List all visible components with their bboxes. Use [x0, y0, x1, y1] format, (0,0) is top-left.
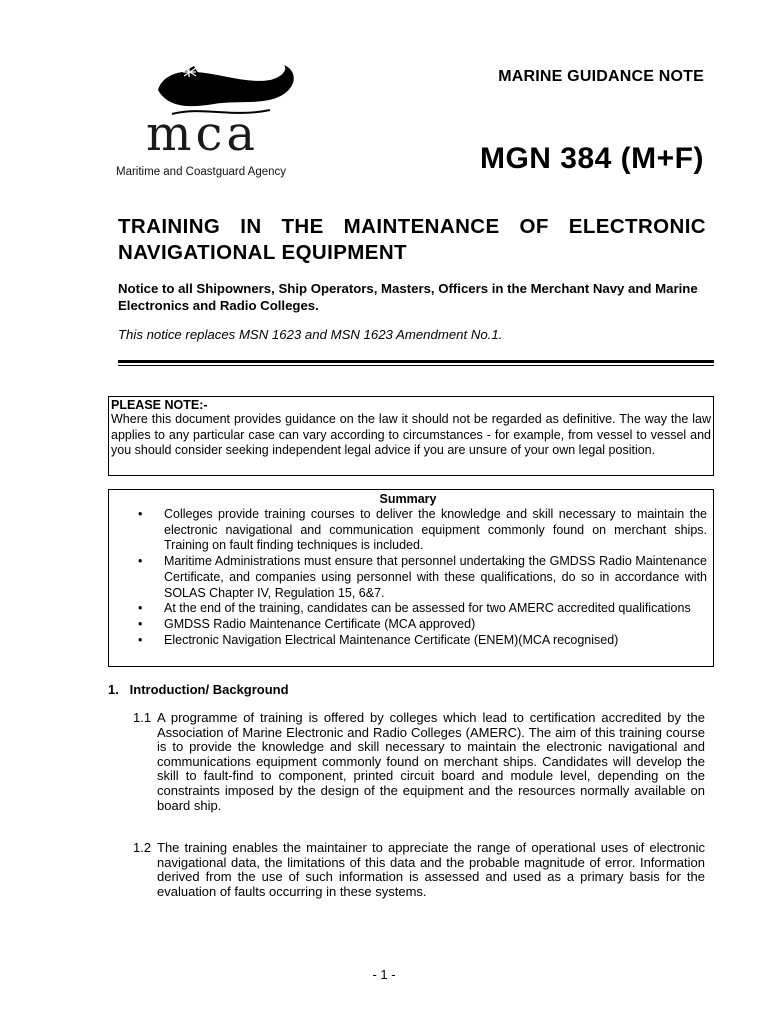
- summary-list: [109, 507, 707, 648]
- logo-wordmark: mca: [146, 106, 260, 162]
- summary-box: [108, 489, 714, 667]
- summary-item: • GMDSS Radio Maintenance Certificate (MCA approved): [164, 617, 707, 633]
- paragraph-number: 1.1: [133, 710, 152, 725]
- note-type-heading: MARINE GUIDANCE NOTE: [498, 68, 704, 85]
- replaces-note: This notice replaces MSN 1623 and MSN 1623 Amendment No.1.: [118, 327, 503, 342]
- paragraph-text: The training enables the maintainer to appreciate the range of operational uses of electronic navigational data, the limitations of this data and the probable magnitude of error. Information derived from the use of such information is assessed and used as a primary basis for the evaluation of faults occurring in these systems.: [157, 840, 705, 899]
- thick-divider: [118, 360, 714, 363]
- document-title: TRAINING IN THE MAINTENANCE OF ELECTRONIC NAVIGATIONAL EQUIPMENT: [118, 215, 706, 264]
- summary-heading: Summary: [379, 492, 437, 506]
- section-heading: 1. Introduction/ Background: [108, 682, 289, 697]
- thin-divider: [118, 365, 714, 366]
- paragraph-number: 1.2: [133, 840, 152, 855]
- page-number: - 1 -: [372, 967, 396, 982]
- summary-item: • At the end of the training, candidates can be assessed for two AMERC accredited qualifications: [164, 601, 707, 617]
- mca-logo: [112, 62, 332, 182]
- note-number: MGN 384 (M+F): [479, 142, 704, 175]
- please-note-heading: PLEASE NOTE:-: [111, 398, 208, 412]
- please-note-body: Where this document provides guidance on the law it should not be regarded as definitive. The way the law applies to any particular case can vary according to circumstances - for example, from vessel to vessel and you should consider seeking independent legal advice if you are unsure of your own legal position.: [111, 412, 711, 457]
- paragraph-1-2: [133, 840, 705, 899]
- please-note-box: [108, 396, 714, 476]
- notice-audience: Notice to all Shipowners, Ship Operators, Masters, Officers in the Merchant Navy and Marine Electronics and Radio Colleges.: [118, 281, 698, 313]
- summary-item: • Maritime Administrations must ensure that personnel undertaking the GMDSS Radio Maintenance Certificate, and companies using personnel with these qualifications, do so in accordance with SOLAS Chapter IV, Regulation 15, 6&7.: [164, 554, 707, 601]
- paragraph-1-1: [133, 710, 705, 813]
- paragraph-text: A programme of training is offered by colleges which lead to certification accredited by the Association of Marine Electronic and Radio Colleges (AMERC). The aim of this training course is to provide the knowledge and skill necessary to maintain the electronic navigational and communications equipment commonly found on merchant ships. Candidates will develop the skill to fault-find to component, printed circuit board and module level, depending on the constraints imposed by the design of the equipment and the resources normally available on board ship.: [157, 710, 705, 813]
- agency-name: Maritime and Coastguard Agency: [116, 166, 287, 178]
- summary-item: • Electronic Navigation Electrical Maintenance Certificate (ENEM)(MCA recognised): [164, 633, 707, 649]
- summary-item: • Colleges provide training courses to deliver the knowledge and skill necessary to maintain the electronic navigational and communication equipment commonly found on merchant ships. Training on fault finding techniques is included.: [164, 507, 707, 554]
